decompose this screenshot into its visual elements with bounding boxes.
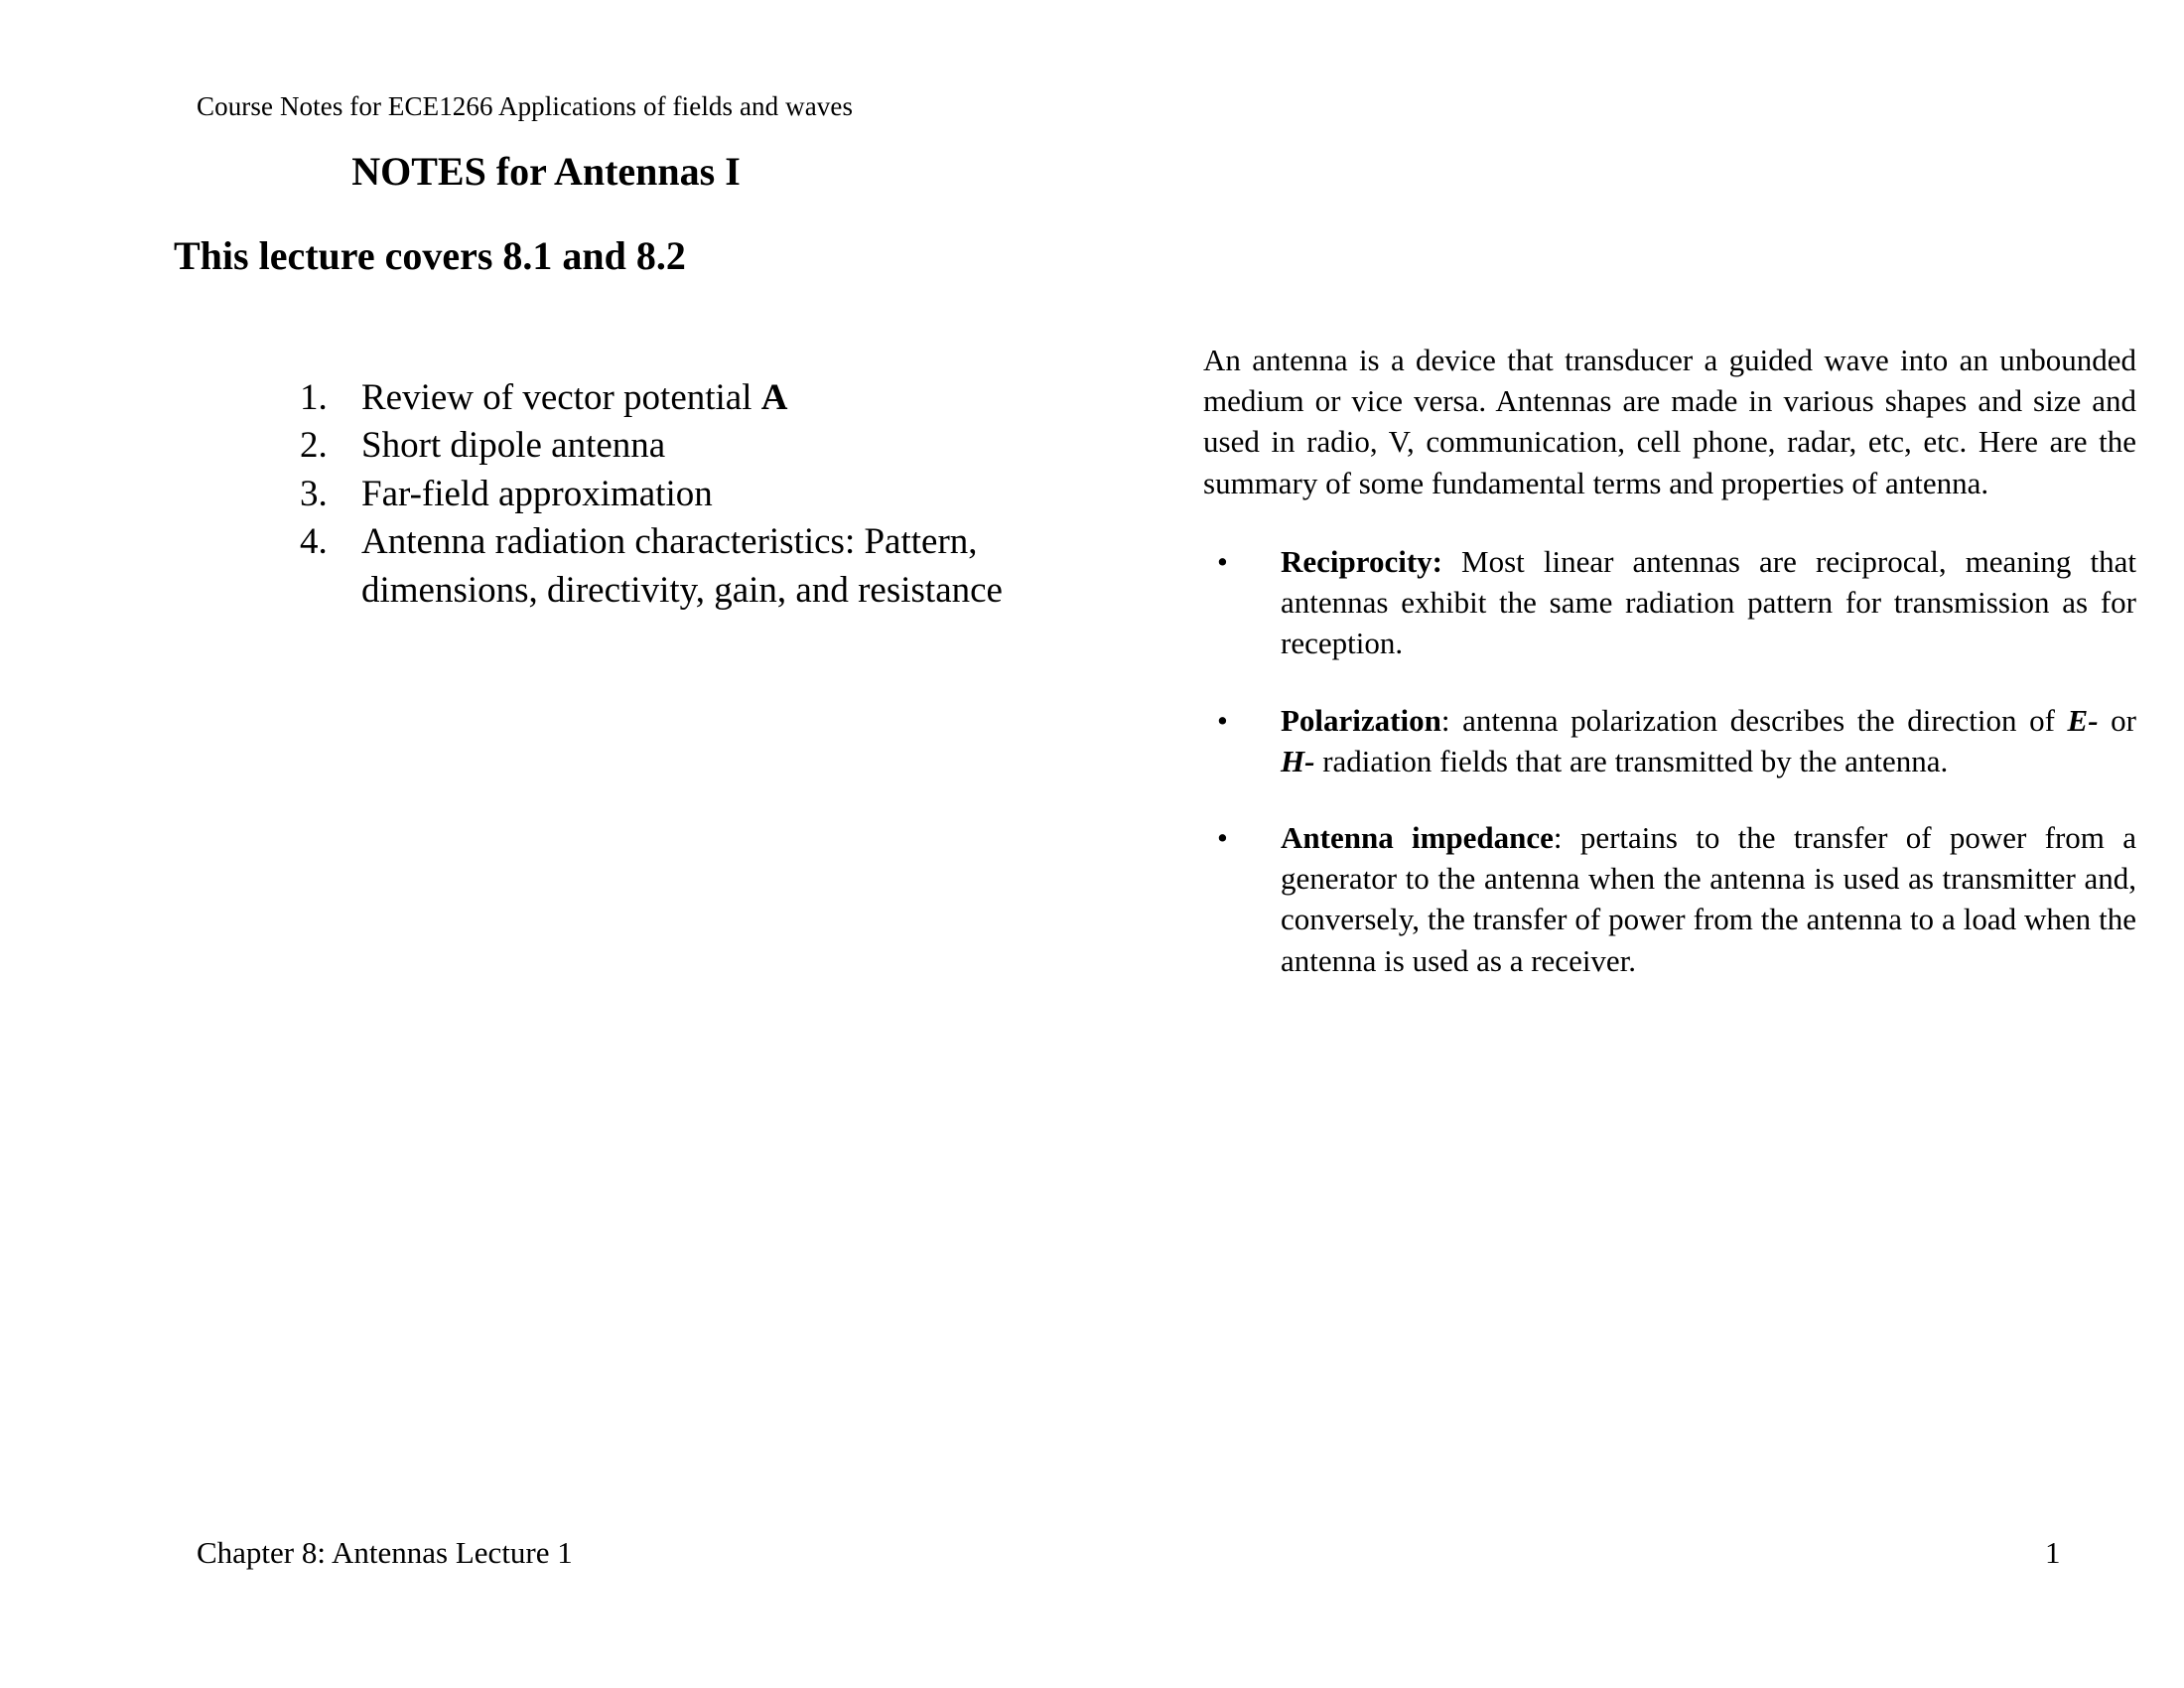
footer-chapter-label: Chapter 8: Antennas Lecture 1 [197, 1535, 573, 1570]
term-antenna-impedance-body: : pertains to the transfer of power from a generator to the antenna when the antenna is used as transmitter and, conversely, the transfer of power from the antenna to a load when the antenna is used as a receiver. [1281, 819, 2136, 978]
term-reciprocity: Reciprocity: [1281, 543, 1442, 579]
list-item-number: 4. [300, 521, 328, 563]
list-item-label: Short dipole antenna [361, 425, 666, 467]
term-polarization-body-3: radiation fields that are transmitted by the antenna. [1314, 743, 1949, 778]
list-item [1203, 700, 2136, 781]
page-title: NOTES for Antennas I [351, 149, 741, 194]
term-antenna-impedance: Antenna impedance [1281, 819, 1554, 855]
list-item [300, 374, 1114, 422]
properties-bullet-list [1203, 541, 2136, 981]
list-item-number: 2. [300, 425, 328, 467]
list-item [300, 471, 1114, 518]
h-field-symbol: H- [1281, 743, 1315, 778]
course-notes-header: Course Notes for ECE1266 Applications of fields and waves [197, 91, 854, 121]
list-item-label [361, 374, 1114, 422]
list-item-text: Review of vector potential [361, 377, 761, 418]
list-item [1203, 817, 2136, 981]
bullet-icon: • [1217, 702, 1228, 738]
footer-page-number: 1 [2045, 1535, 2061, 1570]
intro-paragraph: An antenna is a device that transducer a guided wave into an unbounded medium or vice versa. Antennas are made in various shapes and size and used in radio, V, communication, cell phone, radar, etc, etc. Here are the summary of some fundamental terms and properties of antenna. [1203, 343, 2136, 500]
list-item-label: Far-field approximation [361, 473, 713, 514]
term-reciprocity-body: Most linear antennas are reciprocal, meaning that antennas exhibit the same radiation pattern for transmission as for reception. [1281, 543, 2136, 661]
term-polarization-body-2: or [2098, 702, 2136, 738]
list-item [300, 518, 1114, 615]
list-item-number: 3. [300, 473, 328, 514]
vector-potential-symbol: A [760, 377, 788, 418]
bullet-icon: • [1217, 543, 1228, 579]
list-item [1203, 541, 2136, 664]
topic-list [260, 374, 1114, 615]
lecture-scope-heading: This lecture covers 8.1 and 8.2 [174, 233, 686, 278]
term-polarization-body-1: : antenna polarization describes the direction of [1440, 702, 2068, 738]
bullet-icon: • [1217, 819, 1228, 855]
e-field-symbol: E- [2067, 702, 2099, 738]
list-item [300, 422, 1114, 470]
right-text-column [1203, 340, 2136, 1017]
term-polarization: Polarization [1281, 702, 1441, 738]
list-item-label: Antenna radiation characteristics: Pattern, dimensions, directivity, gain, and resistance [361, 521, 1003, 611]
list-item-number: 1. [300, 377, 328, 418]
